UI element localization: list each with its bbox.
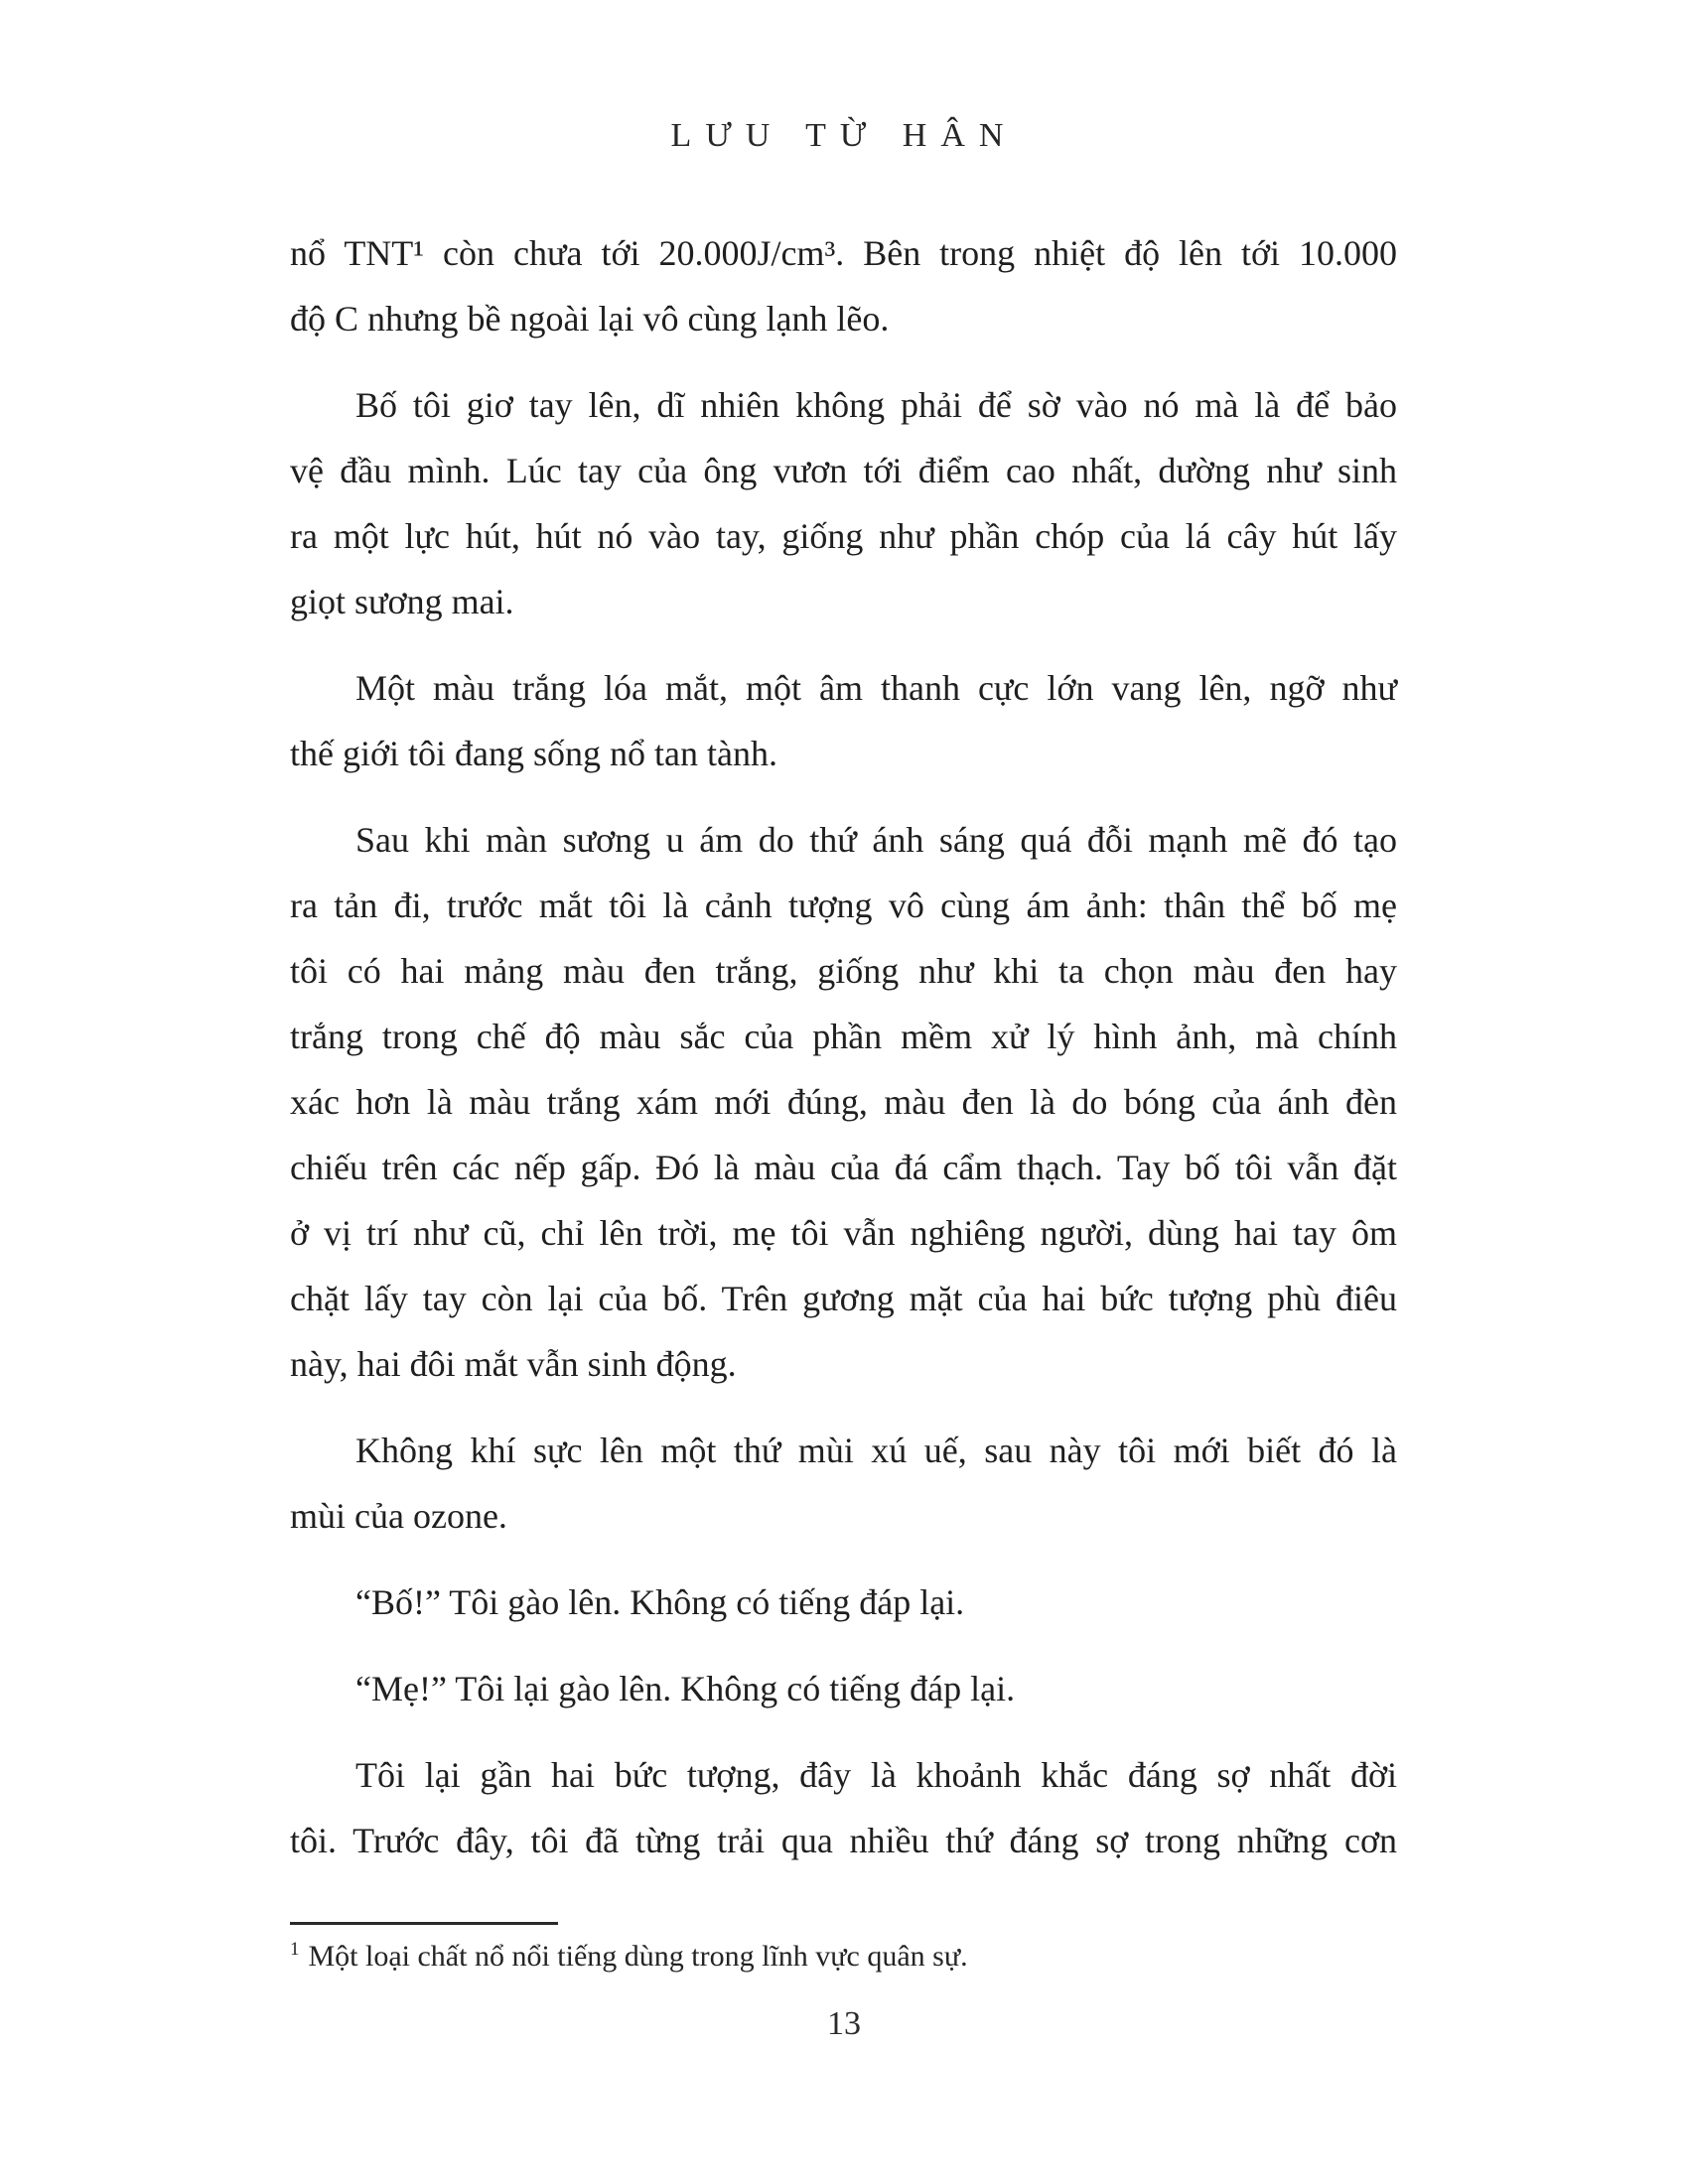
text-line: vệ đầu mình. Lúc tay của ông vươn tới điểm cao nhất, dường như sinh [290,451,1397,490]
text-line: “Mẹ!” Tôi lại gào lên. Không có tiếng đáp lại. [355,1669,1016,1708]
text-line: ra một lực hút, hút nó vào tay, giống như phần chóp của lá cây hút lấy [290,516,1397,556]
paragraph [290,372,1397,634]
paragraph [290,1570,1397,1635]
text-line: chặt lấy tay còn lại của bố. Trên gương mặt của hai bức tượng phù điêu [290,1279,1397,1318]
paragraph [290,1418,1397,1549]
footnote-text-line [290,1937,1397,1977]
text-line: này, hai đôi mắt vẫn sinh động. [290,1344,737,1384]
paragraph [290,655,1397,786]
paragraph [290,807,1397,1397]
text-line: tôi có hai mảng màu đen trắng, giống như khi ta chọn màu đen hay [290,951,1397,991]
footnote [290,1922,1397,1977]
body-text [290,220,1397,1873]
text-line: Tôi lại gần hai bức tượng, đây là khoảnh khắc đáng sợ nhất đời [355,1755,1397,1795]
text-line: “Bố!” Tôi gào lên. Không có tiếng đáp lại. [355,1582,965,1622]
paragraph [290,1656,1397,1721]
page-number: 13 [827,2005,861,2042]
text-line: Sau khi màn sương u ám do thứ ánh sáng quá đỗi mạnh mẽ đó tạo [355,820,1397,860]
text-line: mùi của ozone. [290,1496,507,1536]
footnote-text: Một loại chất nổ nổi tiếng dùng trong lĩnh vực quân sự. [308,1940,968,1973]
text-line: giọt sương mai. [290,582,514,621]
text-line: ở vị trí như cũ, chỉ lên trời, mẹ tôi vẫn nghiêng người, dùng hai tay ôm [290,1213,1397,1253]
footnote-marker: 1 [290,1939,300,1960]
text-line: Một màu trắng lóa mắt, một âm thanh cực lớn vang lên, ngỡ như [355,668,1397,708]
paragraph [290,220,1397,351]
paragraph [290,1742,1397,1873]
text-line: Bố tôi giơ tay lên, dĩ nhiên không phải để sờ vào nó mà là để bảo [355,385,1397,425]
footnote-separator [290,1922,558,1925]
running-header-author: LƯU TỪ HÂN [670,117,1018,154]
text-line: chiếu trên các nếp gấp. Đó là màu của đá cẩm thạch. Tay bố tôi vẫn đặt [290,1148,1397,1187]
text-line: xác hơn là màu trắng xám mới đúng, màu đen là do bóng của ánh đèn [290,1082,1397,1122]
text-line: ra tản đi, trước mắt tôi là cảnh tượng vô cùng ám ảnh: thân thể bố mẹ [290,886,1397,925]
text-line: trắng trong chế độ màu sắc của phần mềm xử lý hình ảnh, mà chính [290,1017,1397,1056]
text-line: thế giới tôi đang sống nổ tan tành. [290,734,777,773]
text-line: tôi. Trước đây, tôi đã từng trải qua nhiều thứ đáng sợ trong những cơn [290,1821,1397,1860]
text-line: Không khí sực lên một thứ mùi xú uế, sau này tôi mới biết đó là [355,1431,1397,1470]
text-line: độ C nhưng bề ngoài lại vô cùng lạnh lẽo. [290,299,890,339]
text-line: nổ TNT¹ còn chưa tới 20.000J/cm³. Bên trong nhiệt độ lên tới 10.000 [290,233,1397,273]
